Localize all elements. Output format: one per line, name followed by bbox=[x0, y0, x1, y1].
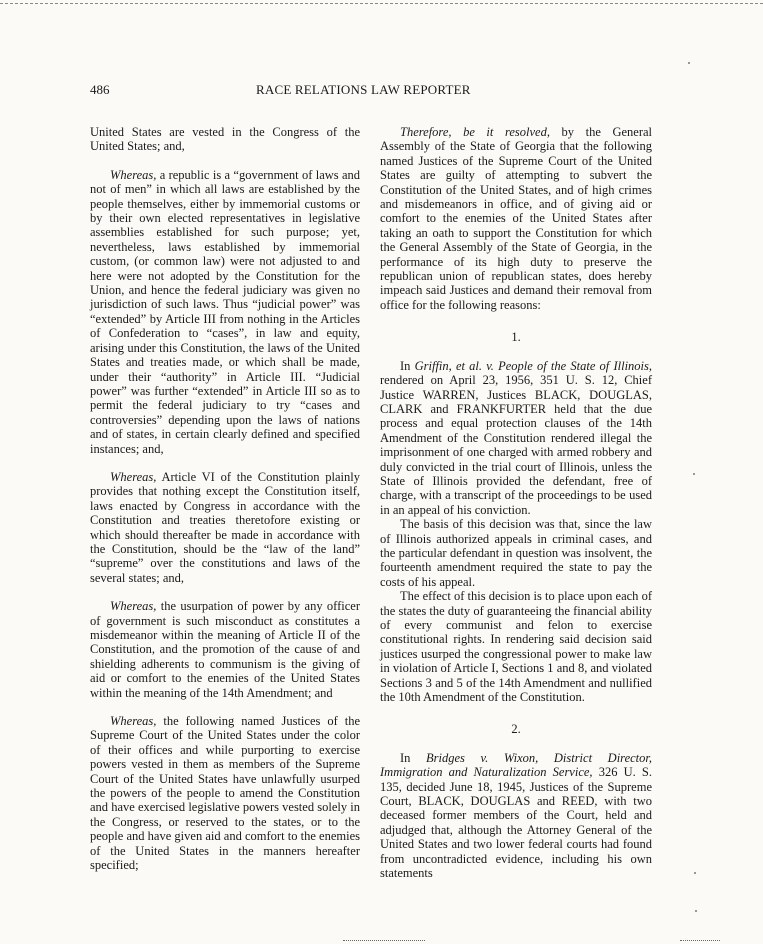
running-head: RACE RELATIONS LAW REPORTER bbox=[256, 82, 471, 97]
text-run: United States are vested in the Congress of the United States; and, bbox=[90, 125, 360, 154]
scan-speck bbox=[688, 62, 690, 64]
italic-text: Bridges v. Wixon, District Director, Immigration and Naturalization Service, bbox=[380, 750, 652, 780]
text-run: a republic is a “government of laws and not of men” in which all laws are established by the people themselves, either by immemorial customs or by their own elected representatives in legislative assemblies established for such purpose; yet, nevertheless, laws established by immemorial custom, (or common law) were not adjusted to and here were not adopted by the Constitution for the Union, and hence the federal judiciary was given no jurisdiction of such laws. Thus “judicial power” was “extended” by Article III from nothing in the Articles of Confederation to “cases”, in law and equity, arising under this Constitution, the laws of the United States and treaties made, or which shall be made, under their “authority” in Article III. “Judicial power” was further “extended” in Article III so as to permit the federal judiciary to try “cases and controversies” depending upon the laws of nations and of states, in certain clearly defined and specified instances; and, bbox=[90, 167, 360, 456]
scan-top-border bbox=[0, 3, 763, 4]
text-run: The basis of this decision was that, since the law of Illinois authorized appeals in criminal cases, and the particular defendant in question was insolvent, the fourteenth amendment required the state to pay the costs of his appeal. bbox=[380, 517, 652, 589]
paragraph bbox=[380, 359, 652, 517]
page-number: 486 bbox=[90, 82, 110, 97]
paragraph bbox=[380, 517, 652, 589]
paragraph bbox=[380, 125, 652, 312]
paragraph bbox=[380, 589, 652, 704]
text-run: 326 U. S. 135, decided June 18, 1945, Justices of the Supreme Court, BLACK, DOUGLAS and REED, with two deceased former members of the Court, held and adjudged that, although the Attorney General of the United States and two lower federal courts had found from uncontradicted evidence, including his own statements bbox=[380, 765, 652, 881]
text-run: the usurpation of power by any officer of government is such misconduct as constitutes a misdemeanor within the meaning of Article II of the Constitution, and the promotion of the cause of and shielding adherents to communism is the giving of aid or comfort to the enemies of the United States within the meaning of the 14th Amendment; and bbox=[90, 599, 360, 700]
italic-text: Griffin, et al. v. People of the State of Illinois, bbox=[414, 358, 653, 373]
text-run: In bbox=[400, 750, 427, 765]
scan-speck bbox=[693, 473, 695, 475]
right-column bbox=[380, 125, 652, 881]
text-run: by the General Assembly of the State of Georgia that the following named Justices of the Supreme Court of the United States are guilty of attempting to subvert the Constitution of the United States, and of high crimes and misdemeanors in office, and of giving aid or comfort to the enemies of the United States after taking an oath to support the Constitution for which the General Assembly of the State of Georgia, in the performance of its high duty to preserve the republican union of republican states, does hereby impeach said Justices and demand their removal from office for the following reasons: bbox=[380, 125, 653, 312]
left-column bbox=[90, 125, 360, 873]
section-number: 1. bbox=[511, 330, 521, 345]
text-run: the following named Justices of the Supreme Court of the United States under the color of their offices and while purporting to exercise powers vested in them as members of the Supreme Court of the United States have unlawfully usurped the powers of the people to amend the Constitution and have exercised legislative powers vested solely in the Congress, or reserved to the states, or to the people and have given aid and comfort to the enemies of the United States in the manners hereafter specified; bbox=[90, 714, 360, 873]
text-run: In bbox=[400, 358, 415, 373]
paragraph bbox=[90, 125, 360, 154]
paragraph bbox=[90, 168, 360, 456]
paragraph bbox=[90, 714, 360, 872]
italic-text: Whereas, bbox=[110, 469, 157, 484]
italic-text: Therefore, be it resolved, bbox=[400, 125, 550, 139]
text-run: The effect of this decision is to place upon each of the states the duty of guaranteeing the financial ability of every communist and felon to exercise constitutional rights. In rendering said decision said justices usurped the congressional power to make law in violation of Article I, Sections 1 and 8, and violated Sections 3 and 5 of the 14th Amendment and nullified the 10th Amendment of the Constitution. bbox=[380, 589, 652, 705]
paragraph bbox=[90, 599, 360, 700]
scan-bottom-mark bbox=[343, 940, 425, 942]
paragraph bbox=[90, 470, 360, 585]
paragraph bbox=[380, 751, 652, 881]
text-run: Article VI of the Constitution plainly provides that nothing except the Constitution itself, laws enacted by Congress in accordance with the Constitution and treaties theretofore existing or which should thereafter be made in accordance with the Constitution, should be the “law of the land” “supreme” over the constitutions and laws of the several states; and, bbox=[90, 469, 360, 585]
italic-text: Whereas, bbox=[110, 167, 157, 182]
scan-bottom-mark bbox=[680, 940, 720, 942]
text-run: rendered on April 23, 1956, 351 U. S. 12, Chief Justice WARREN, Justices BLACK, DOUGLAS, CLARK and FRANKFURTER held that the due process and equal protection clauses of the 14th Amendment of the Constitution rendered illegal the imprisonment of one charged with armed robbery and duly convicted in the trial court of Illinois, unless the State of Illinois provided the defendant, free of charge, with a transcript of the proceedings to be used in an appeal of his conviction. bbox=[380, 373, 652, 517]
italic-text: Whereas, bbox=[110, 599, 157, 614]
page-header bbox=[90, 82, 650, 98]
scan-speck bbox=[695, 910, 697, 912]
italic-text: Whereas, bbox=[110, 714, 157, 729]
section-number: 2. bbox=[511, 722, 521, 737]
scan-speck bbox=[694, 872, 696, 874]
